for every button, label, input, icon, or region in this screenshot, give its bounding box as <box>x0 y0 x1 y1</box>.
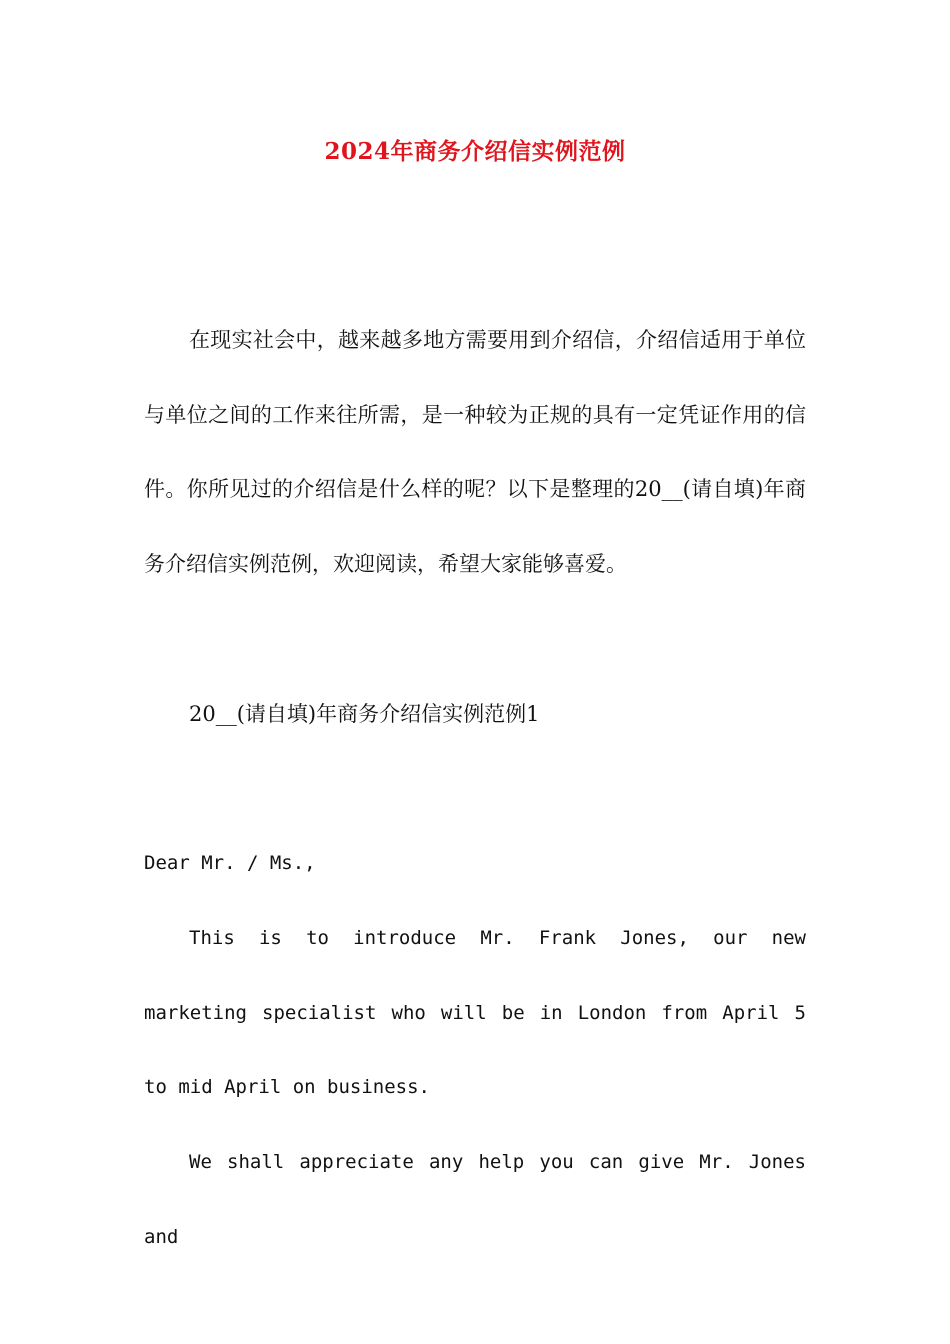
letter-salutation: Dear Mr. / Ms., <box>144 852 316 874</box>
example-heading: 20__(请自填)年商务介绍信实例范例1 <box>189 702 540 726</box>
letter-paragraph-1: This is to introduce Mr. Frank Jones, our new marketing specialist who will be in London from April 5 to mid April on business. <box>144 927 806 1099</box>
letter-paragraph-2: We shall appreciate any help you can give Mr. Jones and <box>144 1151 806 1248</box>
document-title: 2024年商务介绍信实例范例 <box>324 138 626 165</box>
intro-paragraph: 在现实社会中，越来越多地方需要用到介绍信，介绍信适用于单位与单位之间的工作来往所需，是一种较为正规的具有一定凭证作用的信件。你所见过的介绍信是什么样的呢？以下是整理的20__(请自填)年商务介绍信实例范例，欢迎阅读，希望大家能够喜爱。 <box>144 328 806 576</box>
